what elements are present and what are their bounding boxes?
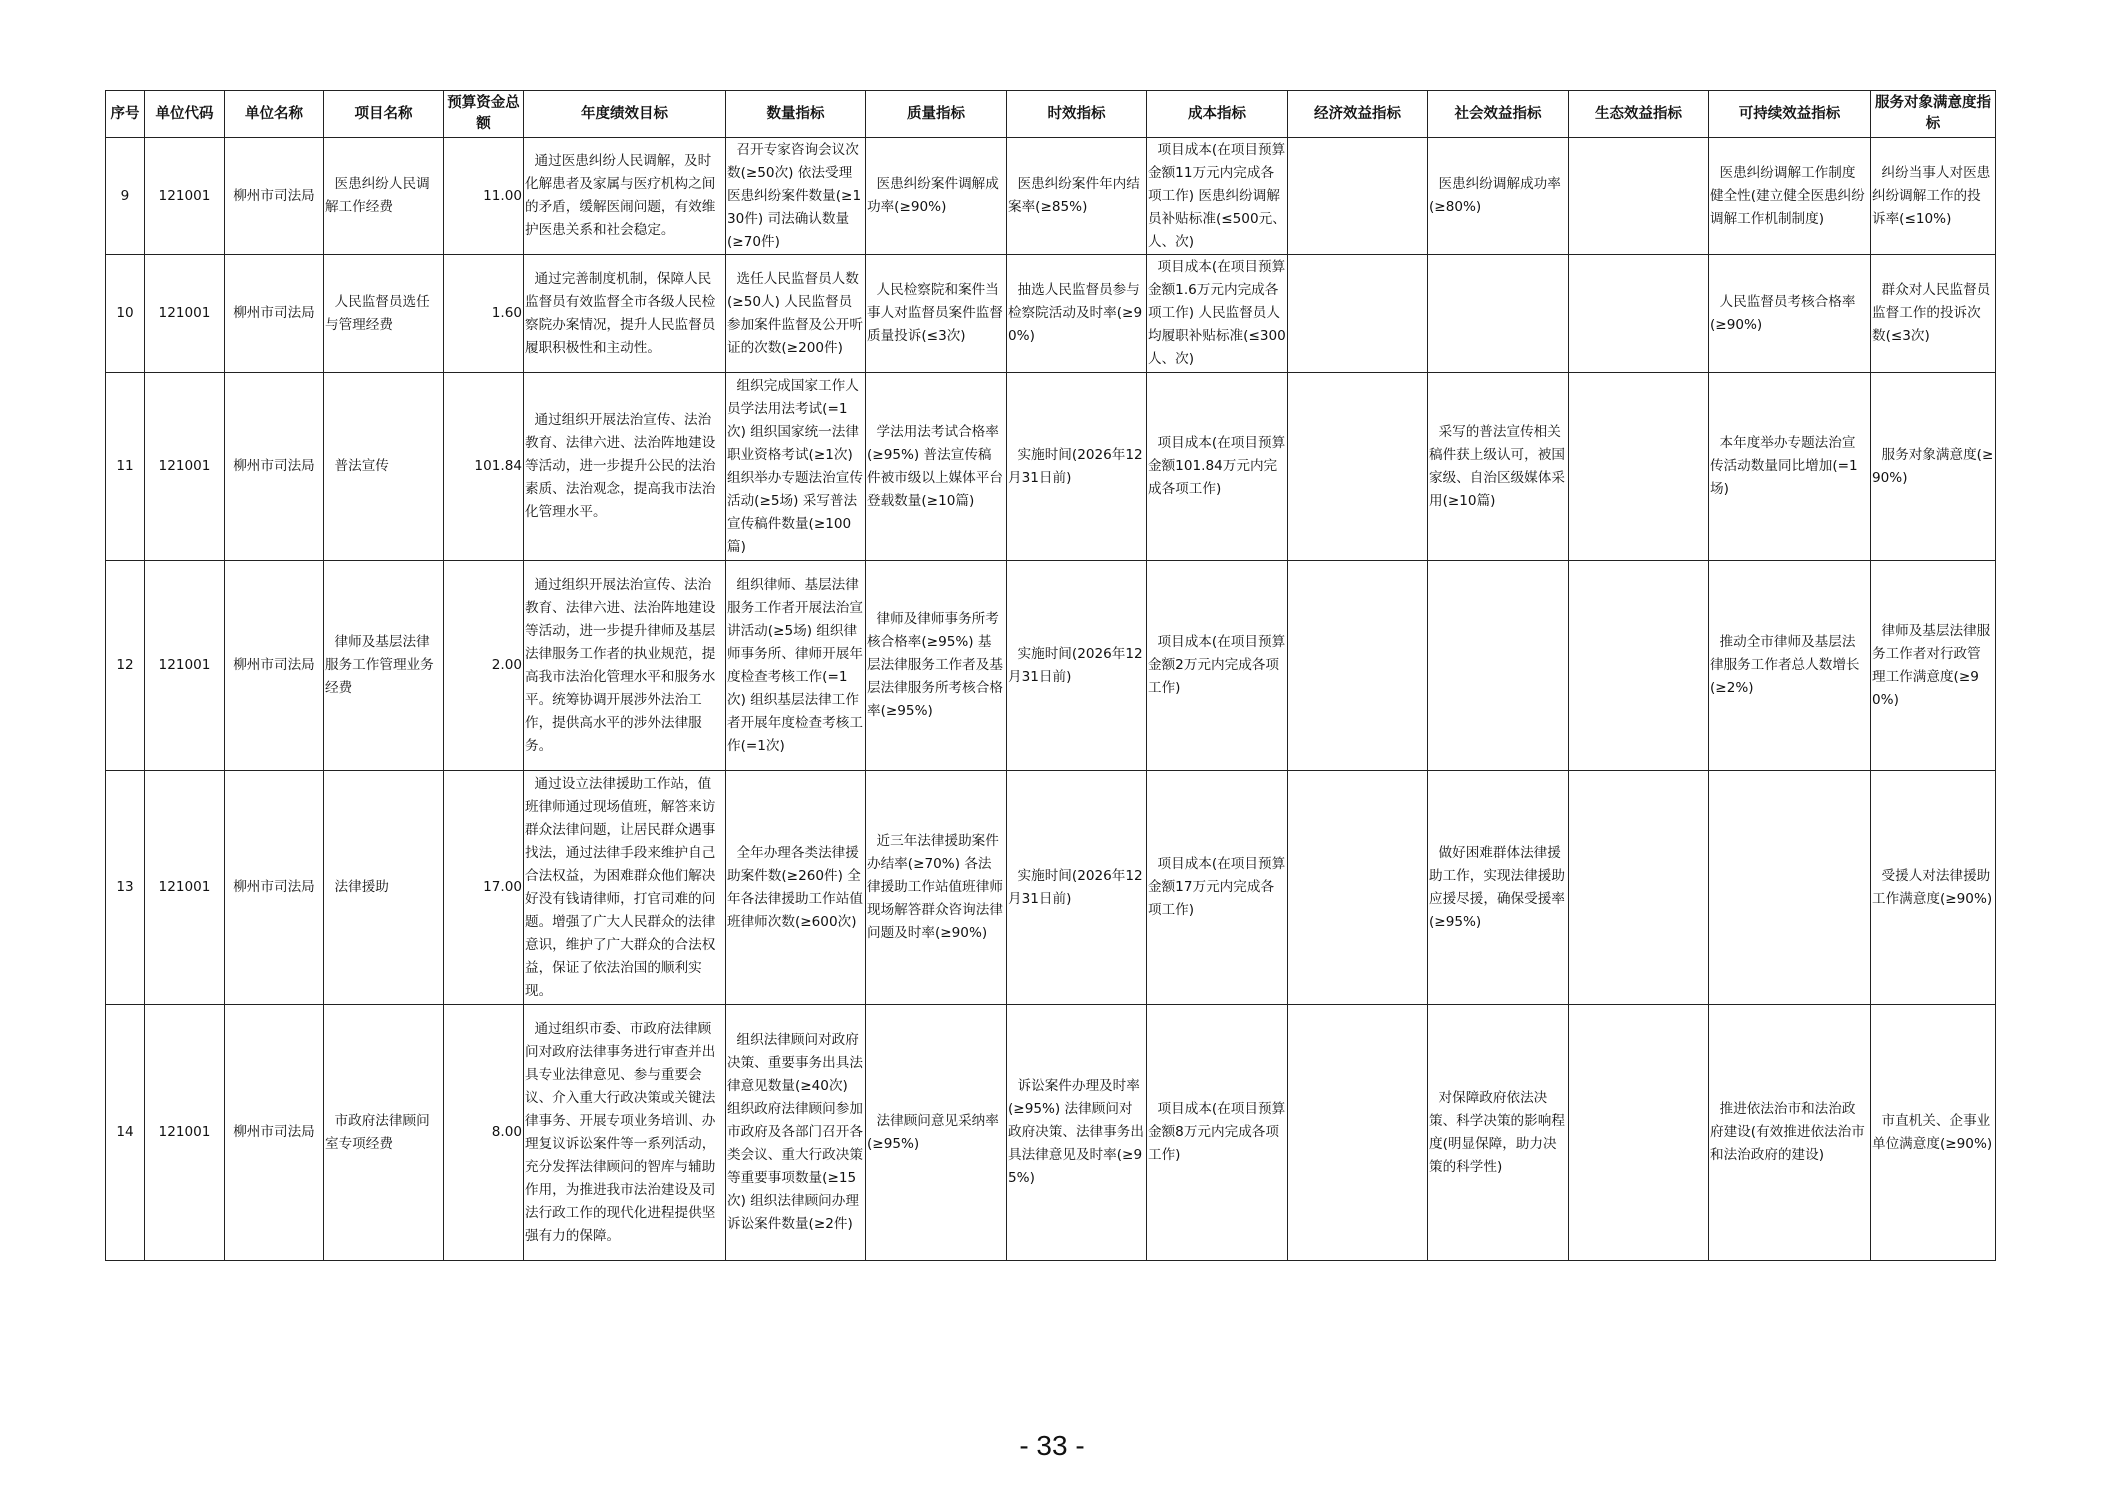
row-economic [1288, 561, 1428, 771]
row-sustainable: 医患纠纷调解工作制度健全性(建立健全医患纠纷调解工作机制制度) [1709, 138, 1871, 255]
row-sustainable: 推进依法治市和法治政府建设(有效推进依法治市和法治政府的建设) [1709, 1005, 1871, 1261]
row-budget: 17.00 [444, 771, 524, 1005]
row-goal: 通过完善制度机制，保障人民监督员有效监督全市各级人民检察院办案情况，提升人民监督员履职积极性和主动性。 [524, 255, 726, 373]
header-social: 社会效益指标 [1428, 91, 1569, 138]
row-quality: 医患纠纷案件调解成功率(≥90%) [866, 138, 1007, 255]
row-project: 医患纠纷人民调解工作经费 [324, 138, 444, 255]
row-ecological [1569, 255, 1709, 373]
row-economic [1288, 771, 1428, 1005]
row-quality: 学法用法考试合格率(≥95%) 普法宣传稿件被市级以上媒体平台登载数量(≥10篇) [866, 373, 1007, 561]
row-no: 12 [106, 561, 145, 771]
row-timeliness: 诉讼案件办理及时率(≥95%) 法律顾问对政府决策、法律事务出具法律意见及时率(≥95%) [1007, 1005, 1147, 1261]
row-cost: 项目成本(在项目预算金额101.84万元内完成各项工作) [1147, 373, 1288, 561]
header-row [106, 91, 1996, 138]
row-unit-code: 121001 [145, 138, 225, 255]
row-no: 14 [106, 1005, 145, 1261]
table-row [106, 373, 1996, 561]
row-unit-name: 柳州市司法局 [225, 138, 324, 255]
row-budget: 2.00 [444, 561, 524, 771]
header-ecological: 生态效益指标 [1569, 91, 1709, 138]
header-project: 项目名称 [324, 91, 444, 138]
header-sustainable: 可持续效益指标 [1709, 91, 1871, 138]
row-goal: 通过组织开展法治宣传、法治教育、法律六进、法治阵地建设等活动，进一步提升公民的法治素质、法治观念，提高我市法治化管理水平。 [524, 373, 726, 561]
row-quantity: 选任人民监督员人数(≥50人) 人民监督员参加案件监督及公开听证的次数(≥200件) [726, 255, 866, 373]
header-budget: 预算资金总额 [444, 91, 524, 138]
row-unit-code: 121001 [145, 1005, 225, 1261]
row-social [1428, 561, 1569, 771]
row-project: 普法宣传 [324, 373, 444, 561]
header-satisfaction: 服务对象满意度指标 [1871, 91, 1996, 138]
row-timeliness: 抽选人民监督员参与检察院活动及时率(≥90%) [1007, 255, 1147, 373]
row-unit-code: 121001 [145, 561, 225, 771]
row-ecological [1569, 771, 1709, 1005]
row-satisfaction: 服务对象满意度(≥90%) [1871, 373, 1996, 561]
header-unit-name: 单位名称 [225, 91, 324, 138]
table-row [106, 771, 1996, 1005]
row-budget: 101.84 [444, 373, 524, 561]
row-cost: 项目成本(在项目预算金额17万元内完成各项工作) [1147, 771, 1288, 1005]
table-row [106, 1005, 1996, 1261]
row-cost: 项目成本(在项目预算金额1.6万元内完成各项工作) 人民监督员人均履职补贴标准(≤300人、次) [1147, 255, 1288, 373]
row-timeliness: 实施时间(2026年12月31日前) [1007, 373, 1147, 561]
row-unit-name: 柳州市司法局 [225, 561, 324, 771]
performance-table [105, 90, 1996, 1261]
row-unit-name: 柳州市司法局 [225, 373, 324, 561]
row-cost: 项目成本(在项目预算金额2万元内完成各项工作) [1147, 561, 1288, 771]
row-project: 人民监督员选任与管理经费 [324, 255, 444, 373]
row-unit-name: 柳州市司法局 [225, 771, 324, 1005]
row-economic [1288, 1005, 1428, 1261]
row-no: 13 [106, 771, 145, 1005]
row-ecological [1569, 1005, 1709, 1261]
row-ecological [1569, 561, 1709, 771]
row-project: 法律援助 [324, 771, 444, 1005]
row-quantity: 组织完成国家工作人员学法用法考试(=1次) 组织国家统一法律职业资格考试(≥1次) 组织举办专题法治宣传活动(≥5场) 采写普法宣传稿件数量(≥100篇) [726, 373, 866, 561]
row-quantity: 组织法律顾问对政府决策、重要事务出具法律意见数量(≥40次) 组织政府法律顾问参加市政府及各部门召开各类会议、重大行政决策等重要事项数量(≥15次) 组织法律顾问办理诉讼案件数量(≥2件) [726, 1005, 866, 1261]
row-no: 9 [106, 138, 145, 255]
row-economic [1288, 255, 1428, 373]
row-no: 11 [106, 373, 145, 561]
row-satisfaction: 市直机关、企事业单位满意度(≥90%) [1871, 1005, 1996, 1261]
row-project: 市政府法律顾问室专项经费 [324, 1005, 444, 1261]
row-project: 律师及基层法律服务工作管理业务经费 [324, 561, 444, 771]
row-quality: 法律顾问意见采纳率(≥95%) [866, 1005, 1007, 1261]
row-satisfaction: 纠纷当事人对医患纠纷调解工作的投诉率(≤10%) [1871, 138, 1996, 255]
header-quality: 质量指标 [866, 91, 1007, 138]
row-sustainable: 推动全市律师及基层法律服务工作者总人数增长(≥2%) [1709, 561, 1871, 771]
table-row [106, 255, 1996, 373]
row-social: 做好困难群体法律援助工作，实现法律援助应援尽援，确保受援率(≥95%) [1428, 771, 1569, 1005]
row-social: 医患纠纷调解成功率(≥80%) [1428, 138, 1569, 255]
row-cost: 项目成本(在项目预算金额8万元内完成各项工作) [1147, 1005, 1288, 1261]
row-unit-name: 柳州市司法局 [225, 255, 324, 373]
row-unit-name: 柳州市司法局 [225, 1005, 324, 1261]
row-quality: 近三年法律援助案件办结率(≥70%) 各法律援助工作站值班律师现场解答群众咨询法律问题及时率(≥90%) [866, 771, 1007, 1005]
header-timeliness: 时效指标 [1007, 91, 1147, 138]
row-budget: 1.60 [444, 255, 524, 373]
header-no: 序号 [106, 91, 145, 138]
row-timeliness: 医患纠纷案件年内结案率(≥85%) [1007, 138, 1147, 255]
row-quantity: 召开专家咨询会议次数(≥50次) 依法受理医患纠纷案件数量(≥130件) 司法确认数量(≥70件) [726, 138, 866, 255]
row-ecological [1569, 138, 1709, 255]
row-goal: 通过组织开展法治宣传、法治教育、法律六进、法治阵地建设等活动，进一步提升律师及基层法律服务工作者的执业规范，提高我市法治化管理水平和服务水平。统筹协调开展涉外法治工作，提供高水平的涉外法律服务。 [524, 561, 726, 771]
row-unit-code: 121001 [145, 255, 225, 373]
row-quantity: 组织律师、基层法律服务工作者开展法治宣讲活动(≥5场) 组织律师事务所、律师开展年度检查考核工作(=1次) 组织基层法律工作者开展年度检查考核工作(=1次) [726, 561, 866, 771]
row-sustainable [1709, 771, 1871, 1005]
row-social: 对保障政府依法决策、科学决策的影响程度(明显保障，助力决策的科学性) [1428, 1005, 1569, 1261]
row-economic [1288, 373, 1428, 561]
row-no: 10 [106, 255, 145, 373]
page-number: - 33 - [1019, 1430, 1085, 1461]
header-unit-code: 单位代码 [145, 91, 225, 138]
row-cost: 项目成本(在项目预算金额11万元内完成各项工作) 医患纠纷调解员补贴标准(≤500元、人、次) [1147, 138, 1288, 255]
row-ecological [1569, 373, 1709, 561]
header-economic: 经济效益指标 [1288, 91, 1428, 138]
row-timeliness: 实施时间(2026年12月31日前) [1007, 771, 1147, 1005]
row-budget: 8.00 [444, 1005, 524, 1261]
row-sustainable: 本年度举办专题法治宣传活动数量同比增加(=1场) [1709, 373, 1871, 561]
table-row [106, 561, 1996, 771]
row-social: 采写的普法宣传相关稿件获上级认可，被国家级、自治区级媒体采用(≥10篇) [1428, 373, 1569, 561]
table-row [106, 138, 1996, 255]
row-budget: 11.00 [444, 138, 524, 255]
row-satisfaction: 群众对人民监督员监督工作的投诉次数(≤3次) [1871, 255, 1996, 373]
header-goal: 年度绩效目标 [524, 91, 726, 138]
header-cost: 成本指标 [1147, 91, 1288, 138]
row-social [1428, 255, 1569, 373]
row-goal: 通过医患纠纷人民调解，及时化解患者及家属与医疗机构之间的矛盾，缓解医闹问题，有效维护医患关系和社会稳定。 [524, 138, 726, 255]
row-economic [1288, 138, 1428, 255]
row-quality: 律师及律师事务所考核合格率(≥95%) 基层法律服务工作者及基层法律服务所考核合格率(≥95%) [866, 561, 1007, 771]
row-unit-code: 121001 [145, 771, 225, 1005]
header-quantity: 数量指标 [726, 91, 866, 138]
row-quality: 人民检察院和案件当事人对监督员案件监督质量投诉(≤3次) [866, 255, 1007, 373]
row-goal: 通过设立法律援助工作站，值班律师通过现场值班，解答来访群众法律问题，让居民群众遇事找法，通过法律手段来维护自己合法权益，为困难群众他们解决好没有钱请律师，打官司难的问题。增强了广大人民群众的法律意识，维护了广大群众的合法权益，保证了依法治国的顺利实现。 [524, 771, 726, 1005]
row-quantity: 全年办理各类法律援助案件数(≥260件) 全年各法律援助工作站值班律师次数(≥600次) [726, 771, 866, 1005]
row-satisfaction: 受援人对法律援助工作满意度(≥90%) [1871, 771, 1996, 1005]
row-goal: 通过组织市委、市政府法律顾问对政府法律事务进行审查并出具专业法律意见、参与重要会议、介入重大行政决策或关键法律事务、开展专项业务培训、办理复议诉讼案件等一系列活动，充分发挥法律顾问的智库与辅助作用，为推进我市法治建设及司法行政工作的现代化进程提供坚强有力的保障。 [524, 1005, 726, 1261]
row-unit-code: 121001 [145, 373, 225, 561]
row-sustainable: 人民监督员考核合格率(≥90%) [1709, 255, 1871, 373]
row-timeliness: 实施时间(2026年12月31日前) [1007, 561, 1147, 771]
row-satisfaction: 律师及基层法律服务工作者对行政管理工作满意度(≥90%) [1871, 561, 1996, 771]
